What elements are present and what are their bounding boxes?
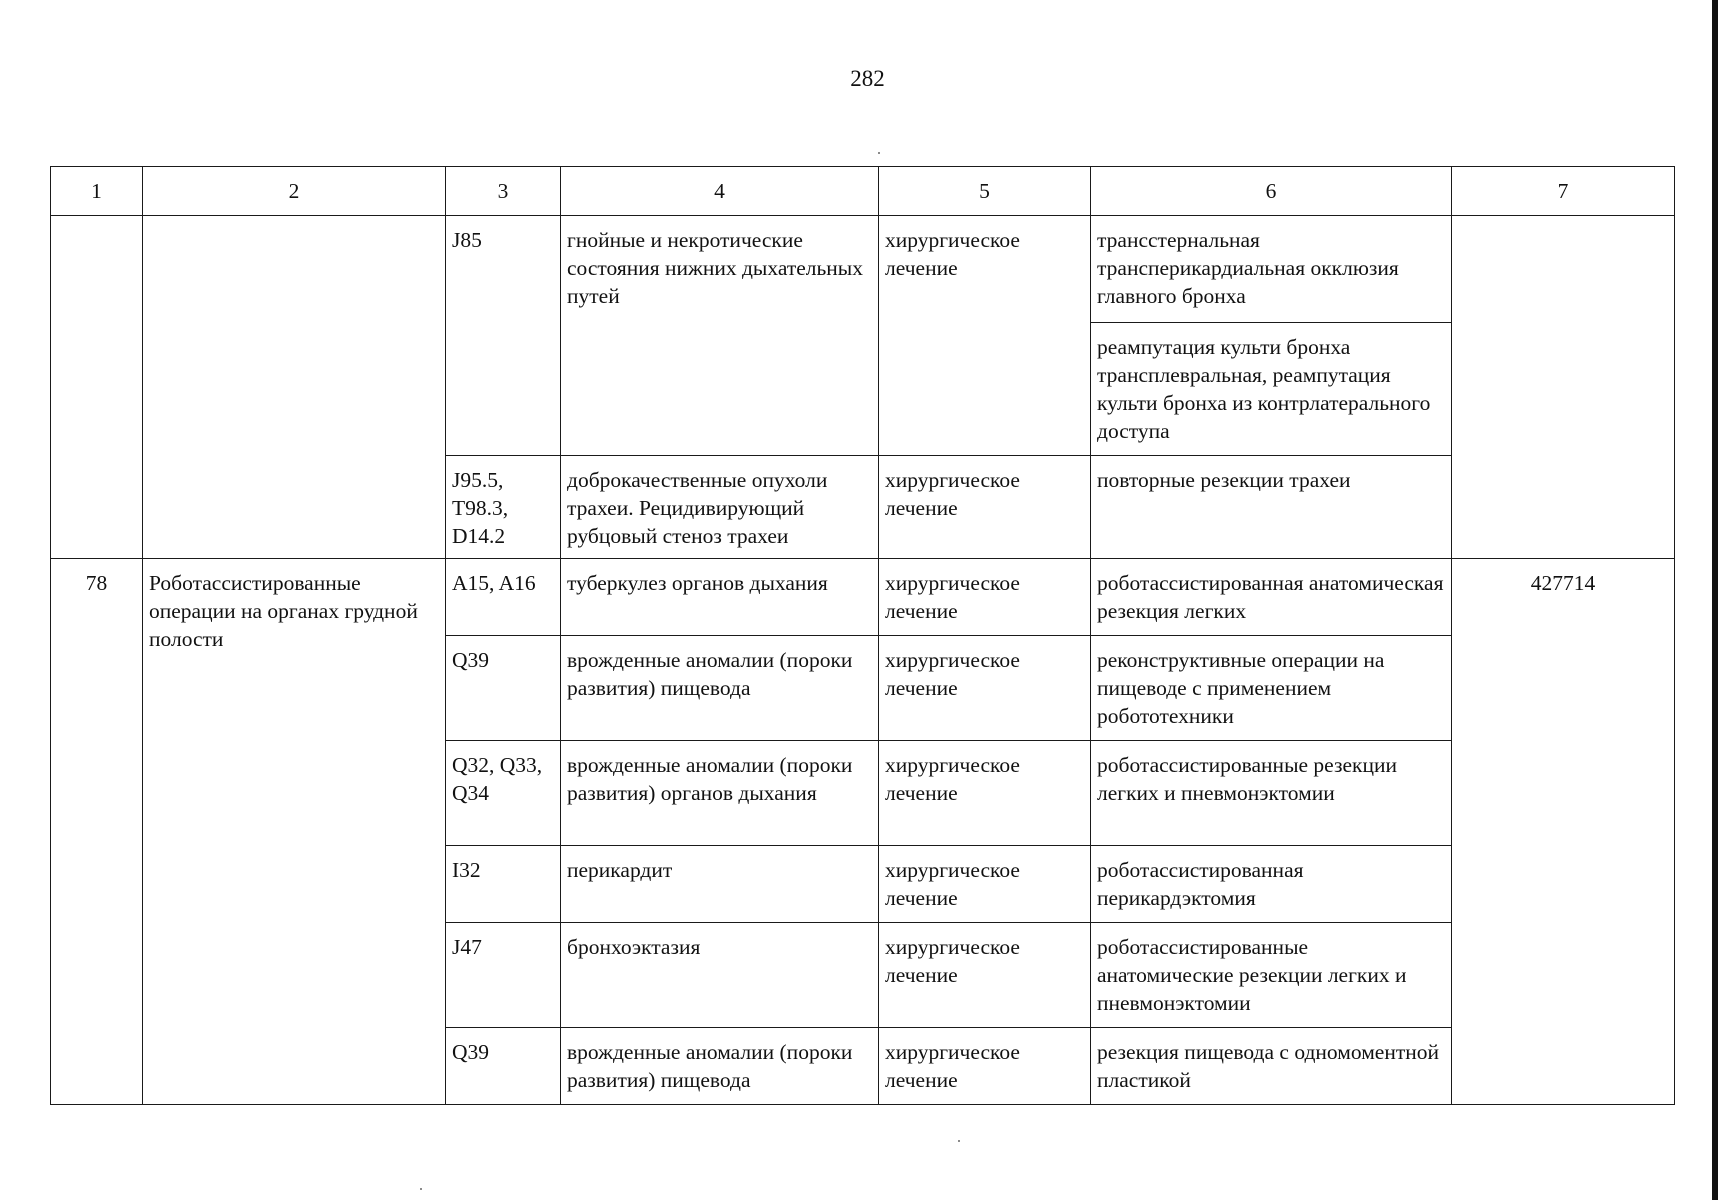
method-cell: трансстернальная трансперикардиальная окклюзия главного бронха	[1091, 216, 1452, 323]
section-number-cell: 78	[51, 559, 143, 1105]
condition-cell: врожденные аномалии (пороки развития) пищевода	[561, 1028, 879, 1105]
treatment-cell: хирургическое лечение	[879, 456, 1091, 559]
condition-cell: туберкулез органов дыхания	[561, 559, 879, 636]
treatment-cell: хирургическое лечение	[879, 1028, 1091, 1105]
header-col-3: 3	[446, 167, 561, 216]
page-number: 282	[850, 66, 885, 91]
continuation-number-cell	[51, 216, 143, 559]
condition-cell: бронхоэктазия	[561, 923, 879, 1028]
code-cell: J95.5, T98.3, D14.2	[446, 456, 561, 559]
code-cell: I32	[446, 846, 561, 923]
scan-speck	[878, 152, 880, 154]
code-cell: A15, A16	[446, 559, 561, 636]
scan-speck	[958, 1140, 960, 1142]
code-cell: J85	[446, 216, 561, 456]
section-name-cell: Роботассистированные операции на органах грудной полости	[143, 559, 446, 1105]
treatment-cell: хирургическое лечение	[879, 559, 1091, 636]
treatment-cell: хирургическое лечение	[879, 923, 1091, 1028]
treatment-cell: хирургическое лечение	[879, 846, 1091, 923]
method-cell: роботассистированные анатомические резекции легких и пневмонэктомии	[1091, 923, 1452, 1028]
method-cell: повторные резекции трахеи	[1091, 456, 1452, 559]
table-row	[51, 216, 1675, 323]
continuation-name-cell	[143, 216, 446, 559]
continuation-cost-cell	[1452, 216, 1675, 559]
treatment-cell: хирургическое лечение	[879, 216, 1091, 456]
condition-cell: гнойные и некротические состояния нижних дыхательных путей	[561, 216, 879, 456]
method-cell: роботассистированные резекции легких и пневмонэктомии	[1091, 741, 1452, 846]
treatment-cell: хирургическое лечение	[879, 741, 1091, 846]
header-col-7: 7	[1452, 167, 1675, 216]
table-row	[51, 559, 1675, 636]
procedures-table	[50, 166, 1675, 1105]
header-col-2: 2	[143, 167, 446, 216]
condition-cell: врожденные аномалии (пороки развития) пищевода	[561, 636, 879, 741]
code-cell: J47	[446, 923, 561, 1028]
header-col-4: 4	[561, 167, 879, 216]
method-cell: реконструктивные операции на пищеводе с применением робототехники	[1091, 636, 1452, 741]
treatment-cell: хирургическое лечение	[879, 636, 1091, 741]
method-cell: роботассистированная перикардэктомия	[1091, 846, 1452, 923]
header-col-1: 1	[51, 167, 143, 216]
condition-cell: доброкачественные опухоли трахеи. Рецидивирующий рубцовый стеноз трахеи	[561, 456, 879, 559]
scan-speck	[420, 1188, 422, 1190]
header-col-5: 5	[879, 167, 1091, 216]
code-cell: Q39	[446, 1028, 561, 1105]
header-row	[51, 167, 1675, 216]
condition-cell: врожденные аномалии (пороки развития) органов дыхания	[561, 741, 879, 846]
condition-cell: перикардит	[561, 846, 879, 923]
scan-edge	[1712, 0, 1718, 1200]
method-cell: резекция пищевода с одномоментной пластикой	[1091, 1028, 1452, 1105]
code-cell: Q32, Q33, Q34	[446, 741, 561, 846]
method-cell: роботассистированная анатомическая резекция легких	[1091, 559, 1452, 636]
method-cell: реампутация культи бронха трансплевральная, реампутация культи бронха из контрлатерального доступа	[1091, 323, 1452, 456]
header-col-6: 6	[1091, 167, 1452, 216]
code-cell: Q39	[446, 636, 561, 741]
section-cost-cell: 427714	[1452, 559, 1675, 1105]
